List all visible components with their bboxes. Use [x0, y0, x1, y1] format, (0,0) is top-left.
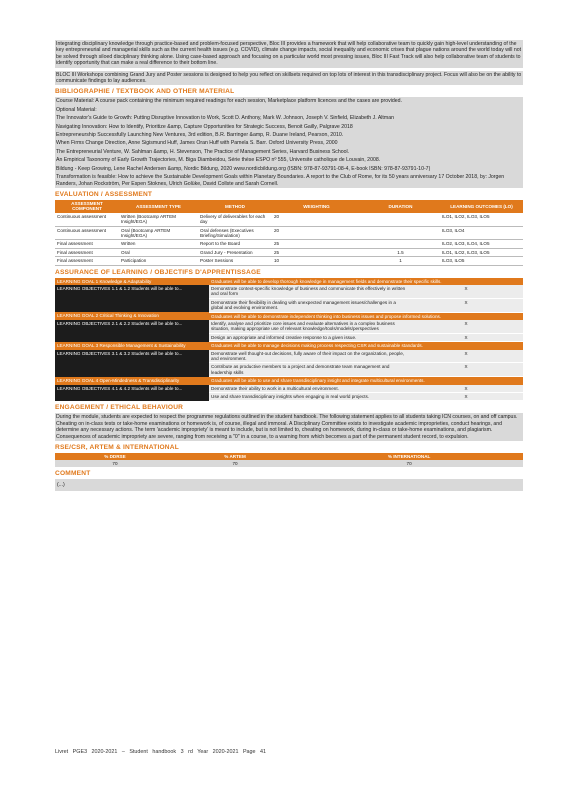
table-cell: ILO3, ILO5 [440, 257, 523, 265]
goal-label: LEARNING GOAL 2 Critical Thinking & Innovation [55, 312, 209, 320]
table-cell: Grand Jury - Presentation [198, 248, 272, 256]
table-cell: ILO1, ILO2, ILO3, ILO5 [440, 248, 523, 256]
distribution-value-row [55, 460, 523, 467]
objective-row [55, 385, 523, 393]
objective-label: LEARNING OBJECTIVES 3.1 & 3.2 Students will be able to... [55, 350, 209, 377]
objective-mark: X [409, 363, 523, 377]
table-cell: Final assessment [55, 257, 119, 265]
col-header: % DDRSE [55, 453, 175, 460]
comment-heading: COMMENT [55, 470, 91, 478]
goal-row [55, 278, 523, 285]
goal-description: Graduates will be able to develop thorough knowledge in management fields and demonstrate their specific skills. [209, 278, 523, 285]
table-cell: Poster Sessions [198, 257, 272, 265]
bib-line: Bildung - Keep Growing, Lene Rachel Andersen &amp, Nordic Bildung, 2020 www.nordicbildung.org (ISBN: 978-87-93791-08-4, E-book ISBN: 978-87-93791-10-7) [56, 165, 431, 172]
bib-line: Optional Material: [56, 106, 97, 113]
table-cell: 25 [272, 248, 361, 256]
evaluation-heading: EVALUATION / ASSESSMENT [55, 190, 153, 198]
table-row [55, 226, 523, 240]
objective-item: Demonstrate their ability to work in a multicultural environment. [209, 385, 409, 393]
table-cell [361, 240, 440, 248]
table-cell: 70 [175, 460, 295, 467]
table-cell: 25 [272, 240, 361, 248]
table-cell: Final assessment [55, 240, 119, 248]
goal-label: LEARNING GOAL 3 Responsible Management & Sustainability [55, 342, 209, 350]
bib-line: Transformation is feasible: How to achieve the Sustainable Development Goals within Planetary Boundaries. A report to the Club of Rome, for its 50 years anniversary 17 October 2018, by: Jorgen Randers, Johan Rockström, Per Espen Stoknes, Ulrich Golüke, David Collste and Sarah Cornell. [56, 174, 505, 187]
objective-mark: X [409, 350, 523, 363]
engagement-block [55, 413, 523, 441]
goal-description: Graduates will be able to demonstrate independent thinking into business issues and propose informed solutions. [209, 312, 523, 320]
evaluation-table [55, 200, 523, 266]
table-cell: 20 [272, 226, 361, 240]
table-cell: Continuous assessment [55, 226, 119, 240]
intro-paragraph-2: BLOC III Workshops combining Grand Jury and Poster sessions is designed to help you reflect on skillsets required on top lots of interest in this transdisciplinary project. Focus will also be on the ability to communicate findings to lay audiences. [56, 71, 522, 85]
table-cell: ILO1, ILO2, ILO3, ILO5 [440, 213, 523, 226]
objective-label: LEARNING OBJECTIVES 1.1 & 1.2 Students will be able to... [55, 285, 209, 312]
table-cell: 1.5 [361, 248, 440, 256]
table-row [55, 240, 523, 248]
bib-line: Entrepreneurship Successfully Launching New Ventures, 3rd edition, B.R. Barringer &amp, R. Duane Ireland, Pearson, 2010. [56, 132, 344, 139]
goal-row [55, 342, 523, 350]
page-footer: Livret PGE3 2020-2021 – Student handbook 3 rd Year 2020-2021 Page 41 [55, 749, 267, 755]
intro-paragraph-1: Integrating disciplinary knowledge through practice-based and problem-focused perspective, Bloc III provides a framework that will help collaborative team to quickly gain high-level understanding of the key entrepreneurial and managerial skills such as the current health issues (e.g. COVID), climate change impacts, social inequality and economic crises that plague nations around the world today will not be solved through siloed disciplinary thinking alone. Using case-based approach and focusing on a particular world most pressing issues, Bloc III Fast Track will also help collaborative team of students to identify opportunity that can make a real difference to their bottom line. [56, 41, 522, 67]
table-cell: Written (Bootcamp ARTEM Insight/EGA) [119, 213, 198, 226]
objective-item: Identify, analyse and prioritize core issues and evaluate alternatives in a complex business situation, making appropriate use of relevant knowledge/tools/models/perspectives [209, 320, 409, 333]
col-header: % INTERNATIONAL [295, 453, 523, 460]
assurance-heading: ASSURANCE OF LEARNING / OBJECTIFS D'APPRENTISSAGE [55, 268, 261, 276]
col-header: WEIGHTING [272, 200, 361, 213]
objective-mark: X [409, 298, 523, 312]
bib-line: An Empirical Taxonomy of Early Growth Trajectories, M. Biga Diambeidou, Série thèse ESPO nº 555, Universite catholique de Louvain, 2008. [56, 157, 381, 164]
table-row [55, 257, 523, 265]
bibliography-block [55, 97, 523, 187]
objective-item: Design an appropriate and informed creative response to a given issue. [209, 333, 409, 341]
table-cell: 1 [361, 257, 440, 265]
table-cell: Oral defenses (Executives Briefing/Simulation) [198, 226, 272, 240]
evaluation-header-row [55, 200, 523, 213]
col-header: ASSESSMENT TYPE [119, 200, 198, 213]
intro-block-2 [55, 71, 523, 86]
table-cell: 20 [272, 213, 361, 226]
goal-label: LEARNING GOAL 4 Open-Mindedness & Transdisciplinarity [55, 377, 209, 385]
objective-item: Demonstrate well thought-out decisions, fully aware of their impact on the organization, people, and environment. [209, 350, 409, 363]
table-cell [361, 213, 440, 226]
table-cell: Continuous assessment [55, 213, 119, 226]
goal-row [55, 377, 523, 385]
objective-row [55, 320, 523, 333]
table-cell: Delivery of deliverables for each day [198, 213, 272, 226]
objective-row [55, 285, 523, 298]
table-cell: 70 [55, 460, 175, 467]
table-cell: ILO2, ILO3, ILO4, ILO5 [440, 240, 523, 248]
distribution-header-row [55, 453, 523, 460]
table-cell: 70 [295, 460, 523, 467]
distribution-heading: RSE/CSR, ARTEM & INTERNATIONAL [55, 444, 179, 452]
table-cell: 10 [272, 257, 361, 265]
engagement-text: During the module, students are expected to respect the programme regulations outlined in the student handbook. The following statement applies to all students taking ICN courses, on and off campus. Cheating on in-class tests or take-home examinations or homework is, of course, illegal and immoral. A Disciplinary Committee exists to investigate academic improprieties, conduct hearings, and determine any necessary actions. The term 'academic impropriety' is meant to include, but is not limited to, cheating on homework, during in-class or take-home examinations, and plagiarism. Consequences of academic impropriety are severe, ranging from receiving a "0" in a course, to a warning from which becomes a part of the permanent student record, to expulsion. [56, 414, 518, 440]
table-cell: Report to the Board [198, 240, 272, 248]
bib-line: The Innovator's Guide to Growth: Putting Disruptive Innovation to Work, Scott D. Anthony, Mark W. Johnson, Joseph V. Sinfield, Elizabeth J. Altman [56, 115, 394, 122]
engagement-heading: ENGAGEMENT / ETHICAL BEHAVIOUR [55, 404, 184, 412]
table-row [55, 213, 523, 226]
col-header: LEARNING OUTCOMES (LO) [440, 200, 523, 213]
col-header: ASSESSMENT COMPONENT [55, 200, 119, 213]
goal-row [55, 312, 523, 320]
table-cell: Final assessment [55, 248, 119, 256]
objective-mark: X [409, 333, 523, 341]
page-content [55, 40, 523, 491]
objective-item: Demonstrate their flexibility in dealing with unexpected management issues/challenges in a global and evolving environment. [209, 298, 409, 312]
table-cell: Oral (Bootcamp ARTEM Insight/EGA) [119, 226, 198, 240]
objective-mark: X [409, 285, 523, 298]
objective-mark: X [409, 320, 523, 333]
bib-line: Course Material: A course pack containing the minimum required readings for each session, Marketplace platform licences and the cases are provided. [56, 98, 403, 105]
goal-label: LEARNING GOAL 1 Knowledge & Adaptability [55, 278, 209, 285]
table-cell [361, 226, 440, 240]
objective-item: Contribute as productive members to a project and demonstrate team management and leadership skills [209, 363, 409, 377]
col-header: % ARTEM [175, 453, 295, 460]
col-header: DURATION [361, 200, 440, 213]
objective-mark: X [409, 393, 523, 401]
objective-label: LEARNING OBJECTIVES 2.1 & 2.2 Students will be able to... [55, 320, 209, 342]
bib-line: Navigating Innovation: How to Identify, Prioritize &amp, Capture Opportunities for Strategic Success, Benoit Gailly, Palgrave 2018 [56, 123, 353, 130]
bib-line: The Entrepreneurial Venture, W. Sahlman &amp, H. Stevenson, The Practice of Management Series, Harvard Business School. [56, 148, 350, 155]
table-cell: Oral [119, 248, 198, 256]
objective-item: Demonstrate context-specific knowledge of business and communicate this effectively in written and oral form [209, 285, 409, 298]
table-cell: Written [119, 240, 198, 248]
objective-item: Use and share transdisciplinary insights when engaging in real world projects. [209, 393, 409, 401]
goal-description: Graduates will be able to use and share transdisciplinary insight and integrate multicultural environments. [209, 377, 523, 385]
bibliography-heading: BIBLIOGRAPHIE / TEXTBOOK AND OTHER MATERIAL [55, 88, 235, 96]
objective-label: LEARNING OBJECTIVES 4.1 & 4.2 Students will be able to... [55, 385, 209, 401]
objective-mark: X [409, 385, 523, 393]
table-row [55, 248, 523, 256]
assurance-table [55, 278, 523, 402]
objective-row [55, 350, 523, 363]
goal-description: Graduates will be able to manage decisions making process respecting CSR and sustainable standards. [209, 342, 523, 350]
col-header: METHOD [198, 200, 272, 213]
table-cell: Participation [119, 257, 198, 265]
intro-block [55, 40, 523, 68]
comment-box: (...) [55, 479, 523, 491]
distribution-table [55, 453, 523, 467]
bib-line: When Firms Change Direction, Anne Sigismund Huff, James Oran Huff with Pamela S. Barr. Oxford University Press, 2000 [56, 140, 338, 147]
table-cell: ILO3, ILO4 [440, 226, 523, 240]
